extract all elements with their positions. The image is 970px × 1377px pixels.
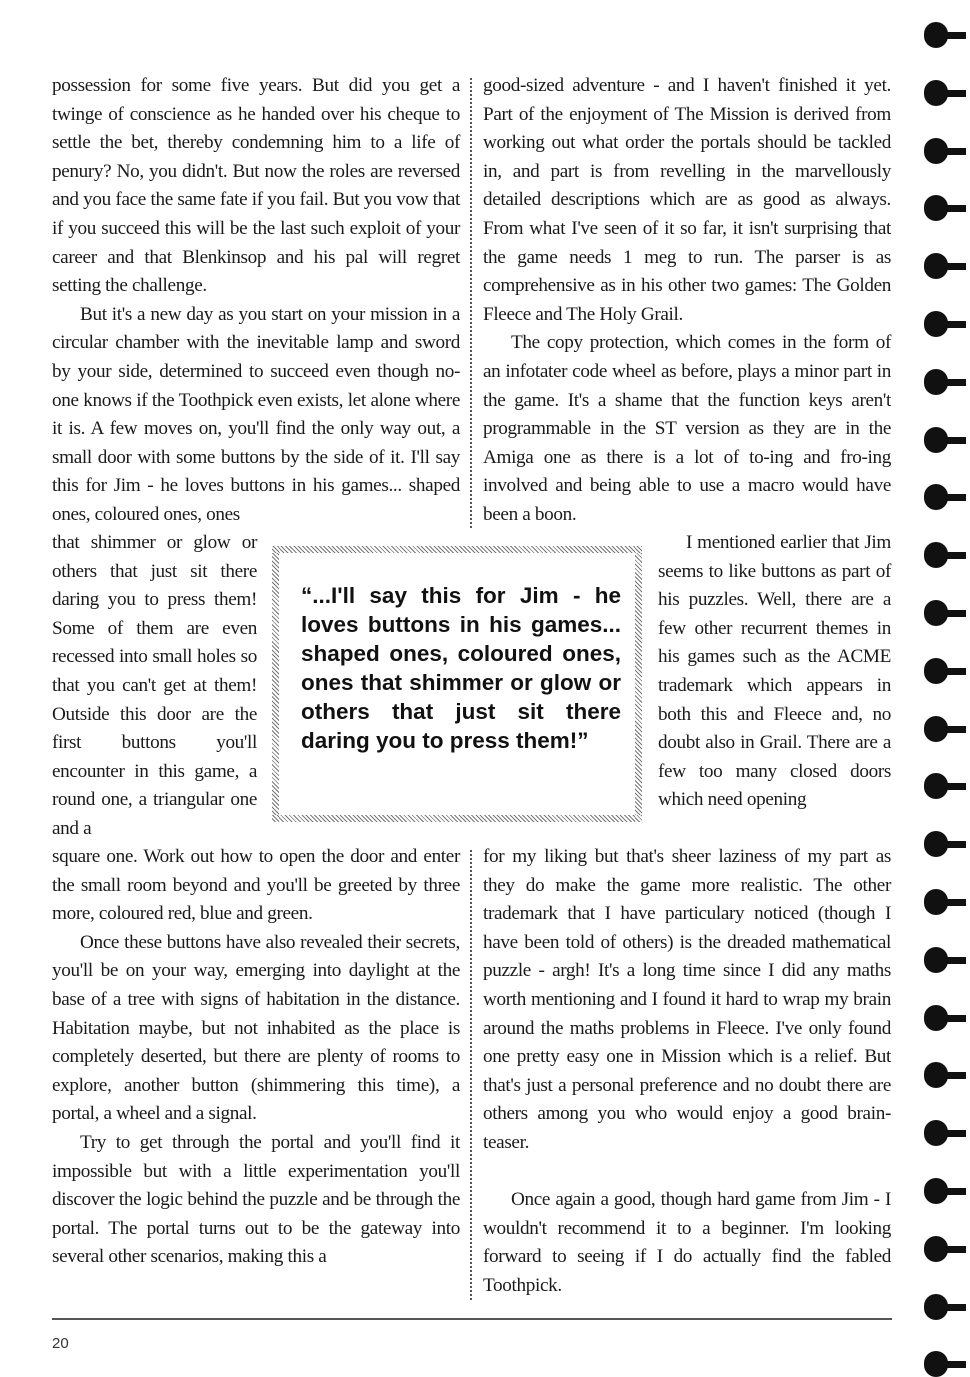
binding-ring-icon [924, 773, 966, 799]
binding-ring-icon [924, 1120, 966, 1146]
binding-ring-icon [924, 1351, 966, 1377]
paragraph: But it's a new day as you start on your mission in a circular chamber with the inevitable lamp and sword by your side, determined to succeed even though no-one knows if the Toothpick even exists, let alone where it is. A few moves on, you'll find the only way out, a small door with some buttons by the side of it. I'll say this for Jim - he loves buttons in his games... shaped ones, coloured ones, ones [52, 303, 460, 525]
column-divider [470, 78, 472, 528]
pull-quote-box [272, 546, 642, 822]
right-column-bottom [483, 843, 891, 1301]
paragraph: Try to get through the portal and you'll find it impossible but with a little experimentation you'll discover the logic behind the puzzle and be through the portal. The portal turns out to be the gateway into several other scenarios, making this a [52, 1131, 460, 1268]
binding-ring-icon [924, 947, 966, 973]
binding-ring-icon [924, 22, 966, 48]
binding-ring-icon [924, 542, 966, 568]
binding-ring-icon [924, 831, 966, 857]
paragraph: Once again a good, though hard game from Jim - I wouldn't recommend it to a beginner. I'm looking forward to seeing if I do actually find the fabled Toothpick. [483, 1189, 891, 1296]
binding-ring-icon [924, 1005, 966, 1031]
spiral-binding [910, 0, 970, 1375]
paragraph: I mentioned earlier that Jim seems to like buttons as part of his puzzles. Well, there are a few other recurrent themes in his games such as the ACME trademark which appears in both this and Fleece and, no doubt also in Grail. There are a few too many closed doors which need opening [658, 532, 891, 811]
binding-ring-icon [924, 1178, 966, 1204]
pull-quote-text: “...I'll say this for Jim - he loves buttons in his games... shaped ones, coloured ones, ones that shimmer or glow or others that just sit there daring you to press them!” [279, 553, 635, 815]
paragraph: The copy protection, which comes in the form of an infotater code wheel as before, plays a minor part in the game. It's a shame that the function keys aren't programmable in the ST version as they are in the Amiga one as there is a lot of to-ing and fro-ing involved and being able to use a macro would have been a boon. [483, 332, 891, 525]
column-divider [470, 850, 472, 1300]
binding-ring-icon [924, 80, 966, 106]
binding-ring-icon [924, 484, 966, 510]
binding-ring-icon [924, 253, 966, 279]
paragraph: for my liking but that's sheer laziness of my part as they do make the game more realistic. The other trademark that I have particulary noticed (though I have been told of others) is the dreaded mathematical puzzle - argh! It's a long time since I did any maths worth mentioning and I found it hard to wrap my brain around the maths problems in Fleece. I've only found one pretty easy one in Mission which is a relief. But that's just a personal preference and no doubt there are others among you who would enjoy a good brain-teaser. [483, 846, 891, 1153]
binding-ring-icon [924, 311, 966, 337]
footer-rule [52, 1318, 892, 1320]
left-column-top [52, 72, 460, 530]
paragraph: square one. Work out how to open the door and enter the small room beyond and you'll be greeted by three more, coloured red, blue and green. [52, 846, 460, 925]
binding-ring-icon [924, 138, 966, 164]
binding-ring-icon [924, 658, 966, 684]
binding-ring-icon [924, 1062, 966, 1088]
page-number: 20 [52, 1335, 69, 1352]
right-column-beside-quote [658, 529, 891, 815]
paragraph: good-sized adventure - and I haven't finished it yet. Part of the enjoyment of The Mission is derived from working out what order the portals should be tackled in, and part is from revelling in the marvellously detailed descriptions which are as good as always. From what I've seen of it so far, it isn't surprising that the game needs 1 meg to run. The parser is as comprehensive as in his other two games: The Golden Fleece and The Holy Grail. [483, 75, 891, 325]
binding-ring-icon [924, 369, 966, 395]
paragraph: Once these buttons have also revealed their secrets, you'll be on your way, emerging into daylight at the base of a tree with signs of habitation in the distance. Habitation maybe, but not inhabited as the place is completely deserted, but there are plenty of rooms to explore, another button (shimmering this time), a portal, a wheel and a signal. [52, 931, 460, 1125]
binding-ring-icon [924, 600, 966, 626]
binding-ring-icon [924, 1236, 966, 1262]
binding-ring-icon [924, 1294, 966, 1320]
left-column-bottom [52, 843, 460, 1272]
binding-ring-icon [924, 716, 966, 742]
right-column-top [483, 72, 891, 530]
binding-ring-icon [924, 195, 966, 221]
paragraph: possession for some five years. But did you get a twinge of conscience as he handed over his cheque to settle the bet, thereby condemning him to a life of penury? No, you didn't. But now the roles are reversed and you face the same fate if you fail. But you vow that if you succeed this will be the last such exploit of your career and that Blenkinsop and his pal will regret setting the challenge. [52, 75, 460, 297]
binding-ring-icon [924, 427, 966, 453]
binding-ring-icon [924, 889, 966, 915]
left-column-beside-quote [52, 529, 257, 844]
paragraph: that shimmer or glow or others that just sit there daring you to press them! Some of them are even recessed into small holes so that you can't get at them! Outside this door are the first buttons you'll encounter in this game, a round one, a triangular one and a [52, 532, 257, 839]
